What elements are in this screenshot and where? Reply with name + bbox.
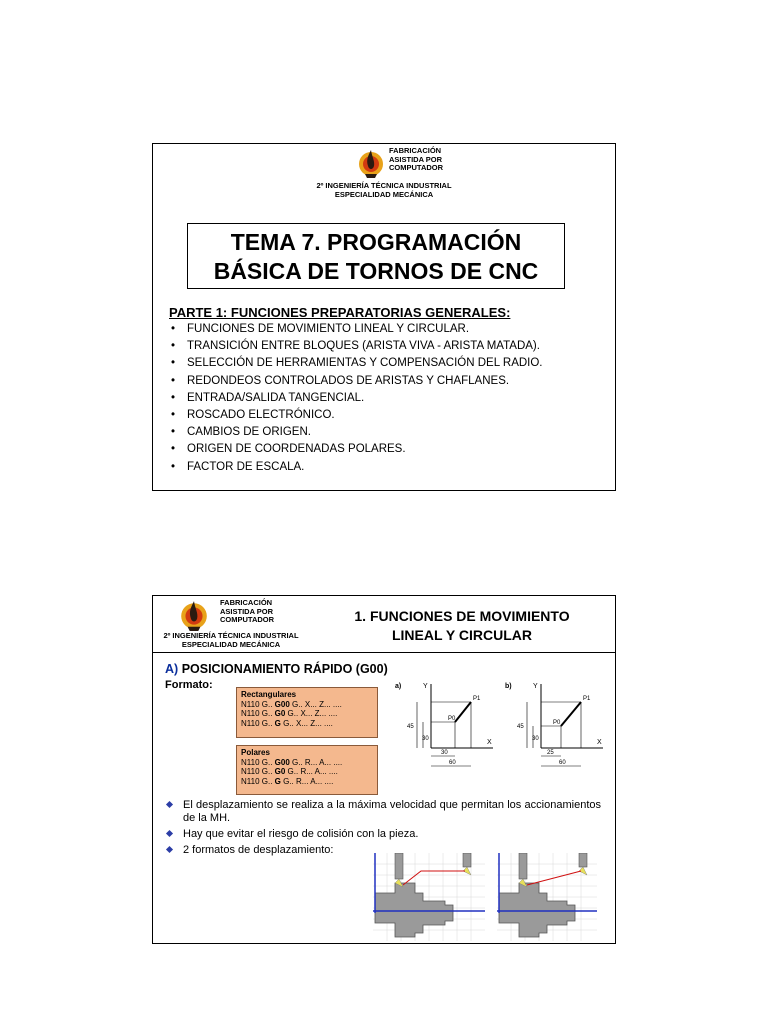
slide-2 xyxy=(152,595,616,944)
list-item: • FUNCIONES DE MOVIMIENTO LINEAL Y CIRCULAR. xyxy=(171,321,543,338)
box-heading: Polares xyxy=(241,748,270,757)
format-label: Formato: xyxy=(165,679,213,691)
list-item: Hay que evitar el riesgo de colisión con la pieza. xyxy=(165,828,601,841)
code-line: N110 G.. G G.. R... A... .... xyxy=(241,776,334,786)
part-heading: PARTE 1: FUNCIONES PREPARATORIAS GENERALES: xyxy=(169,305,511,320)
org-name: FABRICACIÓN ASISTIDA POR COMPUTADOR xyxy=(389,146,444,172)
bullet-icon: • xyxy=(171,409,176,422)
point-p0-label: P0 xyxy=(448,716,456,722)
dimension-label: 45 xyxy=(407,724,414,730)
slide-1 xyxy=(152,143,616,491)
org-name: FABRICACIÓN ASISTIDA POR COMPUTADOR xyxy=(220,598,275,624)
flame-logo-icon xyxy=(179,599,209,631)
list-item: • ORIGEN DE COORDENADAS POLARES. xyxy=(171,441,543,458)
diamond-bullet-icon xyxy=(166,846,173,853)
bullet-icon: • xyxy=(171,340,176,353)
x-axis-label: X xyxy=(487,739,492,746)
slide-header xyxy=(153,144,615,204)
diagram-a xyxy=(393,678,497,778)
point-p1-label: P1 xyxy=(583,696,591,702)
code-line: N110 G.. G0 G.. R... A... .... xyxy=(241,767,338,777)
polar-format-box xyxy=(236,745,378,795)
list-item: • REDONDEOS CONTROLADOS DE ARISTAS Y CHAFLANES. xyxy=(171,373,543,390)
point-p0-label: P0 xyxy=(553,720,561,726)
lathe-illustration-1 xyxy=(373,853,485,941)
dimension-label: 60 xyxy=(449,760,456,766)
slide-title xyxy=(317,607,607,645)
bullet-icon: • xyxy=(171,357,176,370)
diagram-corner-label: b) xyxy=(505,683,512,690)
dimension-label: 25 xyxy=(547,750,554,756)
bullet-icon: • xyxy=(171,374,176,387)
box-heading: Rectangulares xyxy=(241,690,297,699)
list-item: • TRANSICIÓN ENTRE BLOQUES (ARISTA VIVA - ARISTA MATADA). xyxy=(171,338,543,355)
title-line: BÁSICA DE TORNOS DE CNC xyxy=(213,258,539,284)
diamond-bullet-icon xyxy=(166,830,173,837)
section-letter: A) xyxy=(165,662,179,676)
bullet-icon: • xyxy=(171,391,176,404)
list-item: • CAMBIOS DE ORIGEN. xyxy=(171,424,543,441)
diagram-corner-label: a) xyxy=(395,683,402,690)
degree-name: 2º INGENIERÍA TÉCNICA INDUSTRIAL ESPECIALIDAD MECÁNICA xyxy=(316,181,452,199)
bullet-icon: • xyxy=(171,460,176,473)
list-item: 2 formatos de desplazamiento: xyxy=(165,844,601,857)
dimension-label: 30 xyxy=(532,736,539,742)
title-line: 1. FUNCIONES DE MOVIMIENTO xyxy=(354,608,570,624)
y-axis-label: Y xyxy=(533,683,538,690)
list-item: • SELECCIÓN DE HERRAMIENTAS Y COMPENSACIÓN DEL RADIO. xyxy=(171,355,543,372)
dimension-label: 30 xyxy=(441,750,448,756)
list-item: • ENTRADA/SALIDA TANGENCIAL. xyxy=(171,390,543,407)
lathe-illustration-2 xyxy=(497,853,597,941)
code-line: N110 G.. G00 G.. X... Z... .... xyxy=(241,699,342,709)
bullet-icon: • xyxy=(171,443,176,456)
list-item: • ROSCADO ELECTRÓNICO. xyxy=(171,407,543,424)
list-item: • FACTOR DE ESCALA. xyxy=(171,459,543,476)
bullet-icon: • xyxy=(171,323,176,335)
list-item: El desplazamiento se realiza a la máxima velocidad que permitan los accionamientos de la MH. xyxy=(165,799,601,825)
slide-title xyxy=(187,223,565,289)
topic-list xyxy=(171,321,543,476)
degree-name: 2º INGENIERÍA TÉCNICA INDUSTRIAL ESPECIALIDAD MECÁNICA xyxy=(163,631,299,649)
code-line: N110 G.. G0 G.. X... Z... .... xyxy=(241,709,338,719)
diamond-bullet-icon xyxy=(166,801,173,808)
title-line: LINEAL Y CIRCULAR xyxy=(391,627,532,643)
y-axis-label: Y xyxy=(423,683,428,690)
dimension-label: 45 xyxy=(517,724,524,730)
x-axis-label: X xyxy=(597,739,602,746)
bullet-icon: • xyxy=(171,426,176,439)
title-line: TEMA 7. PROGRAMACIÓN xyxy=(230,229,522,255)
section-title: POSICIONAMIENTO RÁPIDO (G00) xyxy=(181,662,388,676)
flame-logo-icon xyxy=(357,148,385,178)
header-divider xyxy=(153,652,615,653)
section-heading xyxy=(165,662,388,676)
code-line: N110 G.. G00 G.. R... A... .... xyxy=(241,757,343,767)
point-p1-label: P1 xyxy=(473,696,481,702)
code-line: N110 G.. G G.. X... Z... .... xyxy=(241,718,333,728)
explanation-list xyxy=(165,799,601,860)
dimension-label: 30 xyxy=(422,736,429,742)
dimension-label: 60 xyxy=(559,760,566,766)
diagram-b xyxy=(503,678,607,778)
rectangular-format-box xyxy=(236,687,378,738)
